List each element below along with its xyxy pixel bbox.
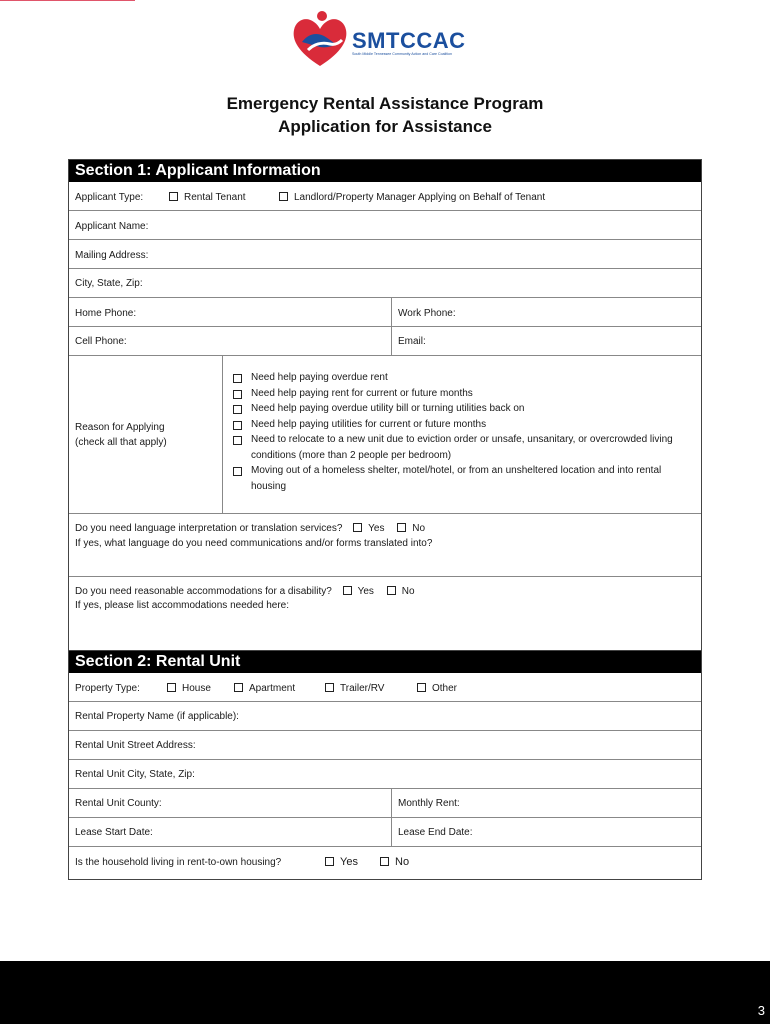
reason-overdue-utility[interactable]: Need help paying overdue utility bill or turning utilities back on: [233, 401, 693, 417]
lease-dates-row: [69, 817, 701, 846]
cell-phone-field[interactable]: Cell Phone:: [75, 336, 127, 347]
language-no-option[interactable]: No: [397, 523, 425, 534]
accommodation-question: Do you need reasonable accommodations for a disability? Yes No: [75, 586, 415, 597]
reason-checkbox[interactable]: [233, 405, 242, 414]
cell-email-row: [69, 326, 701, 355]
reason-sublabel: (check all that apply): [75, 437, 167, 448]
reason-overdue-rent[interactable]: Need help paying overdue rent: [233, 370, 693, 386]
language-yes-option[interactable]: Yes: [353, 523, 384, 534]
reason-checkbox[interactable]: [233, 467, 242, 476]
accommodation-followup: If yes, please list accommodations needed here:: [75, 600, 290, 611]
logo-wordmark: SMTCCAC: [352, 28, 466, 53]
trailer-rv-option[interactable]: Trailer/RV: [325, 683, 384, 694]
rent-to-own-row: [69, 846, 701, 879]
house-checkbox[interactable]: [167, 683, 176, 692]
reason-future-rent[interactable]: Need help paying rent for current or future months: [233, 386, 693, 402]
phone-row: [69, 297, 701, 326]
work-phone-field[interactable]: Work Phone:: [398, 308, 456, 319]
page-number: 3: [757, 1003, 765, 1018]
landlord-option[interactable]: Landlord/Property Manager Applying on Behalf of Tenant: [279, 192, 545, 203]
section-2-rental-unit: [68, 650, 702, 880]
rental-city-state-zip-field[interactable]: Rental Unit City, State, Zip:: [69, 759, 701, 788]
rent-to-own-yes-option[interactable]: Yes: [325, 856, 358, 868]
reason-checkbox[interactable]: [233, 390, 242, 399]
reason-label: Reason for Applying: [75, 422, 165, 433]
trailer-rv-checkbox[interactable]: [325, 683, 334, 692]
reason-homeless[interactable]: Moving out of a homeless shelter, motel/hotel, or from an unsheltered location and into rental housing: [233, 463, 693, 494]
monthly-rent-field[interactable]: Monthly Rent:: [398, 798, 460, 809]
rental-county-field[interactable]: Rental Unit County:: [75, 798, 162, 809]
lease-end-field[interactable]: Lease End Date:: [398, 827, 473, 838]
accommodation-row: [69, 576, 701, 650]
landlord-checkbox[interactable]: [279, 192, 288, 201]
page-footer: [0, 961, 770, 1024]
accommodation-no-option[interactable]: No: [387, 586, 415, 597]
other-option[interactable]: Other: [417, 683, 457, 694]
city-state-zip-field[interactable]: City, State, Zip:: [69, 268, 701, 297]
rental-street-address-field[interactable]: Rental Unit Street Address:: [69, 730, 701, 759]
property-type-row: [69, 673, 701, 701]
language-question: Do you need language interpretation or translation services? Yes No: [75, 523, 426, 534]
language-row: [69, 513, 701, 576]
section-1-applicant-information: [68, 159, 702, 651]
apartment-option[interactable]: Apartment: [234, 683, 295, 694]
lease-start-field[interactable]: Lease Start Date:: [75, 827, 153, 838]
reason-checkbox[interactable]: [233, 436, 242, 445]
rental-tenant-checkbox[interactable]: [169, 192, 178, 201]
page-title: Emergency Rental Assistance Program: [226, 94, 544, 113]
language-no-checkbox[interactable]: [397, 523, 406, 532]
logo-tagline: South Middle Tennessee Community Action and Care Coalition: [352, 52, 453, 56]
applicant-type-label: Applicant Type:: [75, 192, 144, 203]
apartment-checkbox[interactable]: [234, 683, 243, 692]
reason-future-utilities[interactable]: Need help paying utilities for current or future months: [233, 417, 693, 433]
reason-checklist: [233, 370, 693, 494]
rent-to-own-no-checkbox[interactable]: [380, 857, 389, 866]
reason-relocate[interactable]: Need to relocate to a new unit due to eviction order or unsafe, unsanitary, or overcrowded living conditions (more than 2 people per bedroom): [233, 432, 693, 463]
reason-checkbox[interactable]: [233, 421, 242, 430]
language-yes-checkbox[interactable]: [353, 523, 362, 532]
rent-to-own-yes-checkbox[interactable]: [325, 857, 334, 866]
language-followup: If yes, what language do you need communications and/or forms translated into?: [75, 538, 433, 549]
property-name-field[interactable]: Rental Property Name (if applicable):: [69, 701, 701, 730]
rent-to-own-no-option[interactable]: No: [380, 856, 409, 868]
house-option[interactable]: House: [167, 683, 211, 694]
email-field[interactable]: Email:: [398, 336, 426, 347]
section-1-heading: Section 1: Applicant Information: [69, 160, 701, 182]
mailing-address-field[interactable]: Mailing Address:: [69, 239, 701, 268]
property-type-label: Property Type:: [75, 683, 140, 694]
home-phone-field[interactable]: Home Phone:: [75, 308, 137, 319]
other-checkbox[interactable]: [417, 683, 426, 692]
applicant-name-field[interactable]: Applicant Name:: [69, 210, 701, 239]
reason-for-applying-row: [69, 355, 701, 513]
county-rent-row: [69, 788, 701, 817]
section-2-heading: Section 2: Rental Unit: [69, 651, 701, 673]
applicant-type-row: [69, 182, 701, 210]
accommodation-yes-option[interactable]: Yes: [343, 586, 374, 597]
top-accent-line: [0, 0, 135, 1]
rent-to-own-question: Is the household living in rent-to-own housing?: [75, 857, 282, 868]
page-subtitle: Application for Assistance: [278, 117, 492, 136]
reason-checkbox[interactable]: [233, 374, 242, 383]
rental-tenant-option[interactable]: Rental Tenant: [169, 192, 246, 203]
accommodation-no-checkbox[interactable]: [387, 586, 396, 595]
accommodation-yes-checkbox[interactable]: [343, 586, 352, 595]
